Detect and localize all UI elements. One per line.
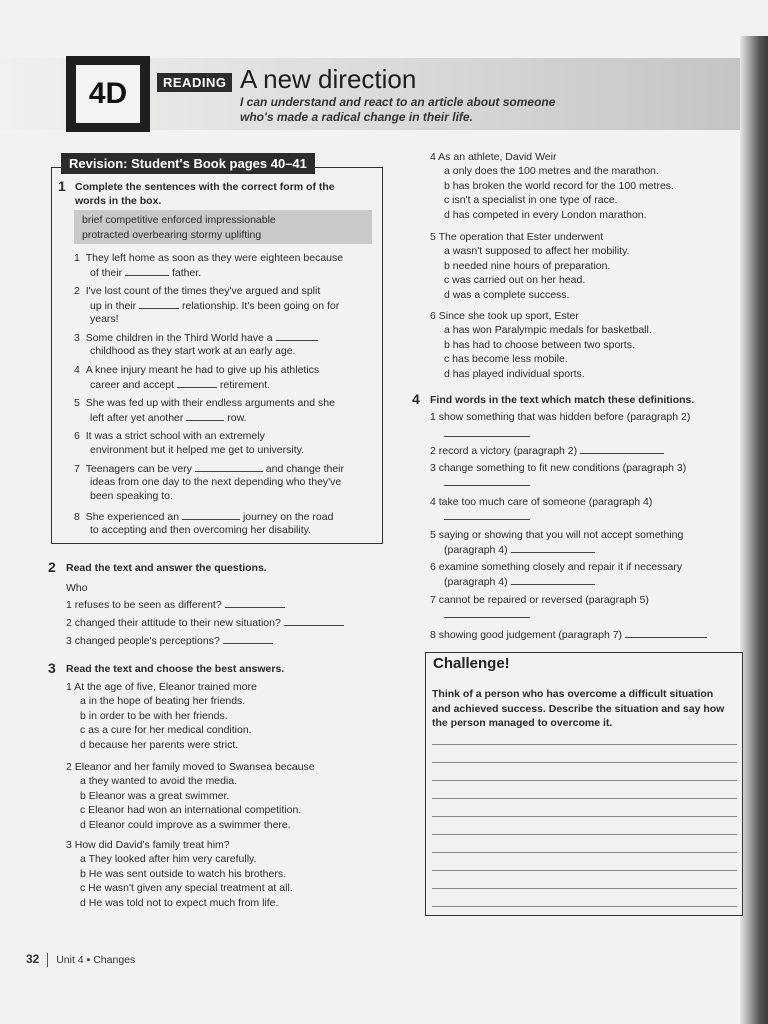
list-item: to accepting and then overcoming her disability. — [90, 524, 312, 536]
page-footer — [26, 952, 135, 967]
list-item: ideas from one day to the next depending who they've — [90, 476, 342, 488]
writing-line[interactable] — [432, 906, 737, 907]
question-stem: 1 At the age of five, Eleanor trained more — [66, 681, 257, 693]
list-item: (paragraph 4) — [444, 543, 595, 557]
list-item: 3 Some children in the Third World have a — [74, 331, 318, 345]
writing-line[interactable] — [432, 780, 737, 781]
answer-option[interactable]: c Eleanor had won an international competition. — [80, 804, 302, 816]
list-item: environment but it helped me get to university. — [90, 444, 305, 456]
list-item: career and accept retirement. — [90, 379, 271, 391]
page-number: 32 — [26, 952, 40, 966]
answer-blank[interactable] — [125, 266, 169, 276]
list-item: 1 They left home as soon as they were eighteen because — [74, 252, 344, 264]
writing-line[interactable] — [432, 852, 737, 853]
list-item: 7 cannot be repaired or reversed (paragraph 5) — [430, 594, 649, 606]
list-item: years! — [90, 313, 119, 325]
list-item: 4 take too much care of someone (paragraph 4) — [430, 496, 653, 508]
answer-line[interactable] — [444, 608, 530, 622]
list-item: 3 change something to fit new conditions (paragraph 3) — [430, 462, 687, 474]
list-item: 1 show something that was hidden before (paragraph 2) — [430, 411, 691, 423]
answer-option[interactable]: d because her parents were strict. — [80, 739, 239, 751]
answer-line[interactable] — [444, 476, 530, 490]
exercise-number: 2 — [48, 559, 56, 575]
answer-option[interactable]: a only does the 100 metres and the marathon. — [444, 165, 659, 177]
writing-line[interactable] — [432, 870, 737, 871]
list-item: 7 Teenagers can be very and change their — [74, 463, 344, 475]
answer-blank[interactable] — [139, 299, 179, 309]
writing-line[interactable] — [432, 744, 737, 745]
question-stem: 6 Since she took up sport, Ester — [430, 310, 579, 322]
list-item: (paragraph 4) — [444, 575, 595, 589]
question-stem: 5 The operation that Ester underwent — [430, 231, 604, 243]
list-item: 6 examine something closely and repair it if necessary — [430, 561, 683, 573]
question-label: Who — [66, 582, 88, 594]
list-item: 6 It was a strict school with an extremely — [74, 430, 265, 442]
exercise-instruction: Read the text and answer the questions. — [66, 562, 267, 574]
challenge-text: and achieved success. Describe the situation and say how — [432, 703, 725, 715]
answer-blank[interactable] — [177, 378, 217, 388]
page-edge-shadow — [740, 36, 768, 1024]
list-item: 8 showing good judgement (paragraph 7) — [430, 628, 707, 642]
answer-option[interactable]: b in order to be with her friends. — [80, 710, 228, 722]
answer-option[interactable]: b needed nine hours of preparation. — [444, 260, 611, 272]
list-item: of their father. — [90, 267, 202, 279]
answer-option[interactable]: d has competed in every London marathon. — [444, 209, 647, 221]
challenge-title: Challenge! — [433, 655, 510, 672]
answer-option[interactable]: a wasn't supposed to affect her mobility. — [444, 245, 630, 257]
answer-option[interactable]: a They looked after him very carefully. — [80, 853, 257, 865]
answer-blank[interactable] — [182, 510, 240, 520]
writing-line[interactable] — [432, 816, 737, 817]
answer-option[interactable]: a has won Paralympic medals for basketball. — [444, 324, 652, 336]
question-stem: 3 How did David's family treat him? — [66, 839, 230, 851]
exercise-number: 4 — [412, 391, 420, 407]
answer-option[interactable]: b Eleanor was a great swimmer. — [80, 790, 230, 802]
answer-option[interactable]: b He was sent outside to watch his brothers. — [80, 868, 287, 880]
challenge-text: the person managed to overcome it. — [432, 717, 613, 729]
list-item: 2 record a victory (paragraph 2) — [430, 444, 664, 458]
list-item: 3 changed people's perceptions? — [66, 634, 273, 648]
list-item: 4 A knee injury meant he had to give up his athletics — [74, 364, 320, 376]
answer-option[interactable]: c was carried out on her head. — [444, 274, 586, 286]
answer-blank[interactable] — [276, 331, 318, 341]
answer-option[interactable]: d Eleanor could improve as a swimmer there. — [80, 819, 291, 831]
answer-blank[interactable] — [580, 444, 664, 454]
list-item: childhood as they start work at an early age. — [90, 345, 296, 357]
question-stem: 4 As an athlete, David Weir — [430, 151, 557, 163]
revision-header: Revision: Student's Book pages 40–41 — [61, 153, 315, 174]
answer-blank[interactable] — [195, 462, 263, 472]
answer-blank[interactable] — [225, 598, 285, 608]
answer-option[interactable]: c as a cure for her medical condition. — [80, 724, 252, 736]
unit-badge — [66, 56, 150, 132]
list-item: 2 changed their attitude to their new situation? — [66, 616, 344, 630]
exercise-instruction: Find words in the text which match these definitions. — [430, 394, 695, 406]
answer-line[interactable] — [444, 510, 530, 524]
writing-line[interactable] — [432, 888, 737, 889]
unit-code: 4D — [76, 65, 140, 123]
answer-option[interactable]: c has become less mobile. — [444, 353, 568, 365]
answer-option[interactable]: c He wasn't given any special treatment at all. — [80, 882, 293, 894]
list-item: been speaking to. — [90, 490, 173, 502]
answer-blank[interactable] — [625, 628, 707, 638]
list-item: 1 refuses to be seen as different? — [66, 598, 285, 612]
footer-bullet: ▪ — [86, 954, 91, 966]
list-item: 2 I've lost count of the times they've argued and split — [74, 285, 321, 297]
footer-topic: Changes — [93, 954, 136, 966]
word-box-line: protracted overbearing stormy uplifting — [82, 229, 262, 241]
question-stem: 2 Eleanor and her family moved to Swansea because — [66, 761, 315, 773]
writing-line[interactable] — [432, 798, 737, 799]
answer-blank[interactable] — [511, 575, 595, 585]
list-item: left after yet another row. — [90, 412, 247, 424]
exercise-instruction: Complete the sentences with the correct form of the — [75, 181, 335, 193]
answer-option[interactable]: c isn't a specialist in one type of race. — [444, 194, 618, 206]
answer-option[interactable]: b has broken the world record for the 100 metres. — [444, 180, 674, 192]
answer-option[interactable]: b has had to choose between two sports. — [444, 339, 635, 351]
writing-line[interactable] — [432, 834, 737, 835]
answer-blank[interactable] — [511, 543, 595, 553]
exercise-number: 3 — [48, 660, 56, 676]
answer-blank[interactable] — [186, 411, 224, 421]
answer-blank[interactable] — [284, 616, 344, 626]
exercise-instruction: Read the text and choose the best answers. — [66, 663, 285, 675]
word-box-line: brief competitive enforced impressionable — [82, 214, 276, 226]
exercise-instruction: words in the box. — [75, 195, 162, 207]
answer-line[interactable] — [444, 427, 530, 441]
writing-line[interactable] — [432, 762, 737, 763]
answer-option[interactable]: d has played individual sports. — [444, 368, 585, 380]
footer-unit: Unit 4 — [56, 954, 84, 966]
list-item: 5 She was fed up with their endless arguments and she — [74, 397, 335, 409]
list-item: up in their relationship. It's been going on for — [90, 300, 340, 312]
challenge-text: Think of a person who has overcome a difficult situation — [432, 688, 714, 700]
answer-option[interactable]: d was a complete success. — [444, 289, 570, 301]
page-title: A new direction — [240, 64, 417, 94]
section-label: READING — [157, 73, 232, 92]
list-item: 8 She experienced an journey on the road — [74, 511, 334, 523]
answer-option[interactable]: a in the hope of beating her friends. — [80, 695, 246, 707]
answer-option[interactable]: d He was told not to expect much from life. — [80, 897, 279, 909]
answer-blank[interactable] — [223, 634, 273, 644]
page-subtitle: I can understand and react to an article about someone who's made a radical change in their life. — [240, 95, 556, 124]
exercise-number: 1 — [58, 178, 66, 194]
list-item: 5 saying or showing that you will not accept something — [430, 529, 684, 541]
answer-option[interactable]: a they wanted to avoid the media. — [80, 775, 238, 787]
